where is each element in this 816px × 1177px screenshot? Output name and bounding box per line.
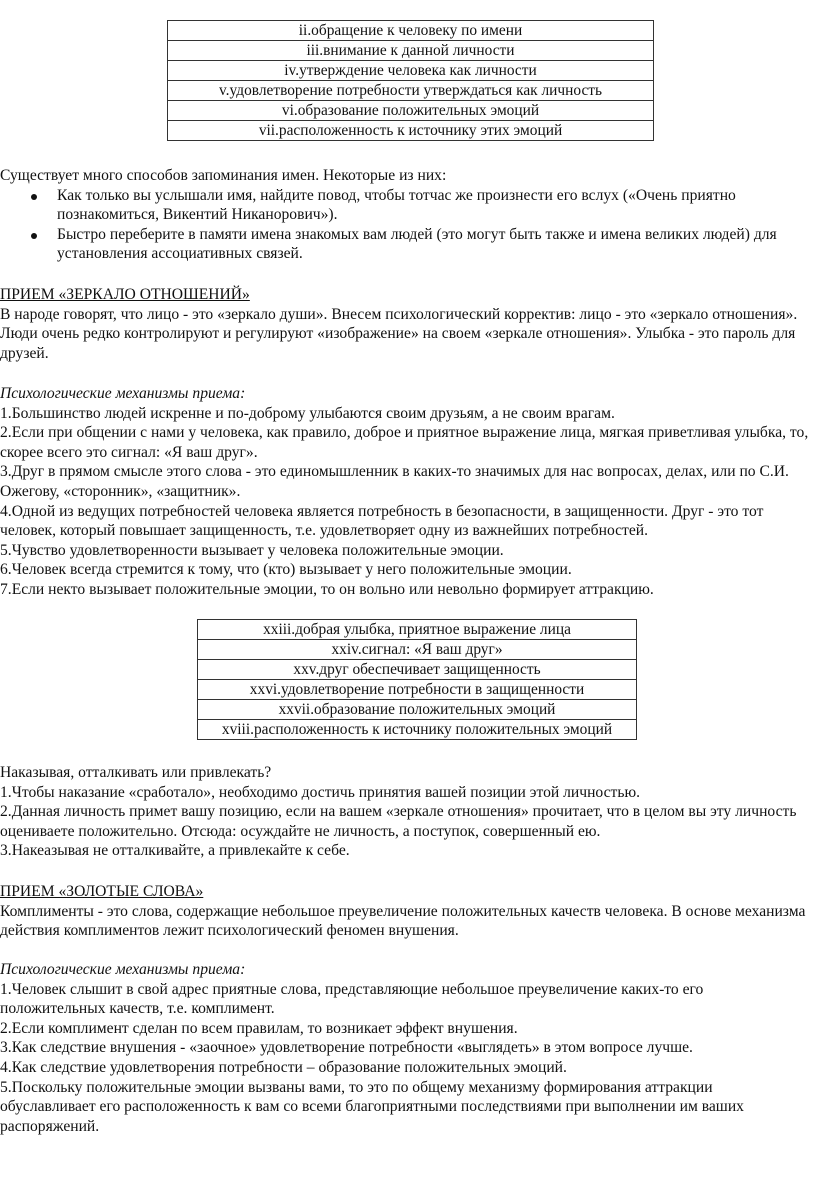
golden-mechanisms (0, 960, 812, 1136)
section-heading: ПРИЕМ «ЗОЛОТЫЕ СЛОВА» (0, 883, 204, 900)
bullet-text: Быстро переберите в памяти имена знакомых вам людей (это могут быть также и имена великих людей) для установления ассоциативных связей. (57, 225, 777, 263)
table-cell: xviii.расположенность к источнику положительных эмоций (198, 720, 637, 740)
section-intro: В народе говорят, что лицо - это «зеркало души». Внесем психологический корректив: лицо - это «зеркало отношения». Люди очень редко контролируют и регулируют «изображение» на своем «зеркале отношения». Улыбка - это пароль для друзей. (0, 305, 798, 362)
punish-section (0, 763, 812, 861)
table-row (198, 660, 637, 680)
table-row (168, 41, 654, 61)
table-row (198, 620, 637, 640)
list-item: 1.Чтобы наказание «сработало», необходимо достичь принятия вашей позиции этой личностью. (0, 783, 641, 801)
section-heading: ПРИЕМ «ЗЕРКАЛО ОТНОШЕНИЙ» (0, 286, 250, 303)
section-title: Наказывая, отталкивать или привлекать? (0, 764, 272, 781)
memory-section (0, 166, 812, 264)
list-item: 2.Если при общении с нами у человека, как правило, доброе и приятное выражение лица, мягкая приветливая улыбка, то, скорее всего это сигнал: «Я ваш друг». (0, 424, 809, 461)
table-row (168, 101, 654, 121)
list-item: 7.Если некто вызывает положительные эмоции, то он вольно или невольно формирует аттракцию. (0, 580, 654, 598)
list-item: 1.Большинство людей искренне и по-доброму улыбаются своим друзьям, а не своим врагам. (0, 404, 615, 422)
table-row (168, 121, 654, 141)
table-row (168, 21, 654, 41)
table-cell: iv.утверждение человека как личности (168, 61, 654, 81)
table-row (198, 680, 637, 700)
mirror-mechanisms (0, 384, 812, 600)
table-cell: v.удовлетворение потребности утверждаться как личность (168, 81, 654, 101)
list-item: 1.Человек слышит в свой адрес приятные слова, представляющие небольшое преувеличение каких-то его положительных качеств, т.е. комплимент. (0, 980, 704, 1018)
bullet-text: Как только вы услышали имя, найдите повод, чтобы тотчас же произнести его вслух («Очень приятно познакомиться, Викентий Никанорович»). (57, 186, 736, 224)
list-item: 5.Поскольку положительные эмоции вызваны вами, то это по общему механизму формирования аттракции обуславливает его расположенность к вам со всеми благоприятными последствиями при выполнении им ваших распоряжений. (0, 1078, 744, 1135)
mechanisms-title: Психологические механизмы приема: (0, 385, 246, 402)
list-item: 4.Одной из ведущих потребностей человека является потребность в безопасности, в защищенности. Друг - это тот человек, который повышает защищенность, т.е. удовлетворяет одну из важнейших потребностей. (0, 502, 764, 540)
memory-bullet-list (0, 186, 812, 264)
list-item: 2.Если комплимент сделан по всем правилам, то возникает эффект внушения. (0, 1019, 518, 1037)
process-chain-table-2 (197, 619, 637, 740)
list-item (0, 186, 812, 225)
list-item: 3.Друг в прямом смысле этого слова - это единомышленник в каких-то значимых для нас вопросах, делах, или по С.И. Ожегову, «сторонник», «защитник». (0, 463, 789, 500)
list-item: 5.Чувство удовлетворенности вызывает у человека положительные эмоции. (0, 541, 504, 559)
table-cell: vi.образование положительных эмоций (168, 101, 654, 121)
table-cell: vii.расположенность к источнику этих эмоций (168, 121, 654, 141)
table-row (168, 81, 654, 101)
table-cell: xxiv.сигнал: «Я ваш друг» (198, 640, 637, 660)
bullet-icon (31, 194, 37, 200)
memory-intro: Существует много способов запоминания имен. Некоторые из них: (0, 167, 447, 184)
bullet-icon (31, 233, 37, 239)
list-item: 2.Данная личность примет вашу позицию, если на вашем «зеркале отношения» прочитает, что в целом вы эту личность оцениваете положительно. Отсюда: осуждайте не личность, а поступок, совершенный ею. (0, 803, 797, 840)
table-cell: xxvii.образование положительных эмоций (198, 700, 637, 720)
table-cell: xxv.друг обеспечивает защищенность (198, 660, 637, 680)
table-cell: xxiii.добрая улыбка, приятное выражение лица (198, 620, 637, 640)
list-item: 6.Человек всегда стремится к тому, что (кто) вызывает у него положительные эмоции. (0, 561, 572, 579)
section-intro: Комплименты - это слова, содержащие небольшое преувеличение положительных качеств человека. В основе механизма действия комплиментов лежит психологический феномен внушения. (0, 902, 806, 940)
list-item: 4.Как следствие удовлетворения потребности – образование положительных эмоций. (0, 1058, 567, 1076)
table-cell: ii.обращение к человеку по имени (168, 21, 654, 41)
table-cell: xxvi.удовлетворение потребности в защищенности (198, 680, 637, 700)
list-item: 3.Накеазывая не отталкивайте, а привлекайте к себе. (0, 842, 350, 860)
mechanisms-title: Психологические механизмы приема: (0, 961, 246, 978)
table-row (198, 640, 637, 660)
list-item: 3.Как следствие внушения - «заочное» удовлетворение потребности «выглядеть» в этом вопросе лучше. (0, 1039, 693, 1057)
process-chain-table-1 (167, 20, 654, 141)
table-row (198, 700, 637, 720)
mirror-section (0, 285, 812, 363)
table-row (168, 61, 654, 81)
table-cell: iii.внимание к данной личности (168, 41, 654, 61)
table-row (198, 720, 637, 740)
golden-section (0, 882, 812, 941)
list-item (0, 225, 812, 264)
